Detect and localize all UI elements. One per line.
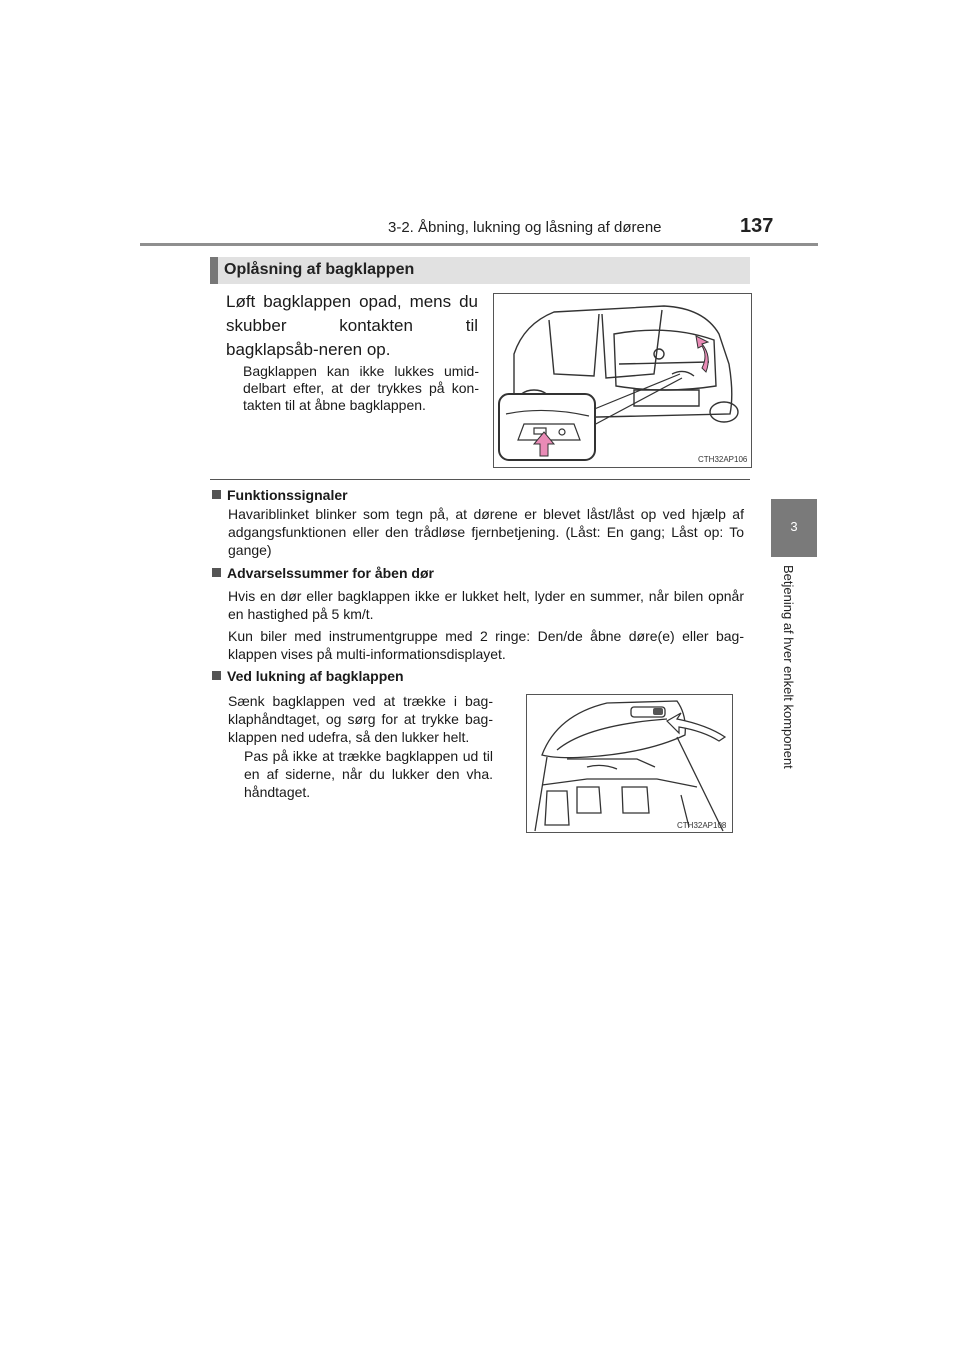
page-number: 137 xyxy=(740,215,774,237)
paragraph-text: Kun biler med instrumentgruppe med 2 ringe: Den/de åbne døre(e) eller bag-klappen vises på multi-informationsdisplayet. xyxy=(228,628,744,662)
paragraph-text: Sænk bagklappen ved at trække i bag-klaphåndtaget, og sørg for at trykke bag-klappen ned udefra, så den lukker helt. xyxy=(228,693,493,745)
paragraph-text: Hvis en dør eller bagklappen ikke er lukket helt, lyder en summer, når bilen opnår en hastighed på 5 km/t. xyxy=(228,588,744,622)
paragraph-note: Pas på ikke at trække bagklappen ud til en af siderne, når du lukker den vha. håndtaget. xyxy=(244,748,493,800)
figure-caption: CTH32AP106 xyxy=(698,455,748,464)
paragraph-text: Havariblinket blinker som tegn på, at dørene er blevet låst/låst op ved hjælp af adgangsfunktionen eller den trådløse fjernbetjening. (Låst: En gang; Låst op: To gange) xyxy=(228,506,744,558)
running-header: 3-2. Åbning, lukning og låsning af dørene xyxy=(388,219,662,236)
header-rule xyxy=(140,243,818,246)
chapter-title-vertical: Betjening af hver enkelt komponent xyxy=(781,565,796,769)
instruction-step: Løft bagklappen opad, mens du skubber kontakten til bagklapsåb-neren op. xyxy=(226,292,478,359)
section-heading: Oplåsning af bagklappen xyxy=(224,261,415,278)
car-rear-drawing xyxy=(494,294,751,467)
paragraph-heading: Advarselssummer for åben dør xyxy=(212,565,434,581)
instruction-note: Bagklappen kan ikke lukkes umid-delbart efter, at der trykkes på kon-takten til at åbne bagklappen. xyxy=(243,363,479,413)
tailgate-switch-illustration xyxy=(493,293,752,468)
square-bullet-icon xyxy=(212,671,221,680)
figure-caption: CTH32AP108 xyxy=(677,821,727,830)
chapter-number: 3 xyxy=(790,519,798,534)
section-divider xyxy=(210,479,750,480)
square-bullet-icon xyxy=(212,490,221,499)
paragraph-heading: Funktionssignaler xyxy=(212,487,348,503)
paragraph-heading: Ved lukning af bagklappen xyxy=(212,668,404,684)
square-bullet-icon xyxy=(212,568,221,577)
open-tailgate-drawing xyxy=(527,695,732,832)
tailgate-handle-illustration xyxy=(526,694,733,833)
section-heading-marker xyxy=(210,257,218,284)
